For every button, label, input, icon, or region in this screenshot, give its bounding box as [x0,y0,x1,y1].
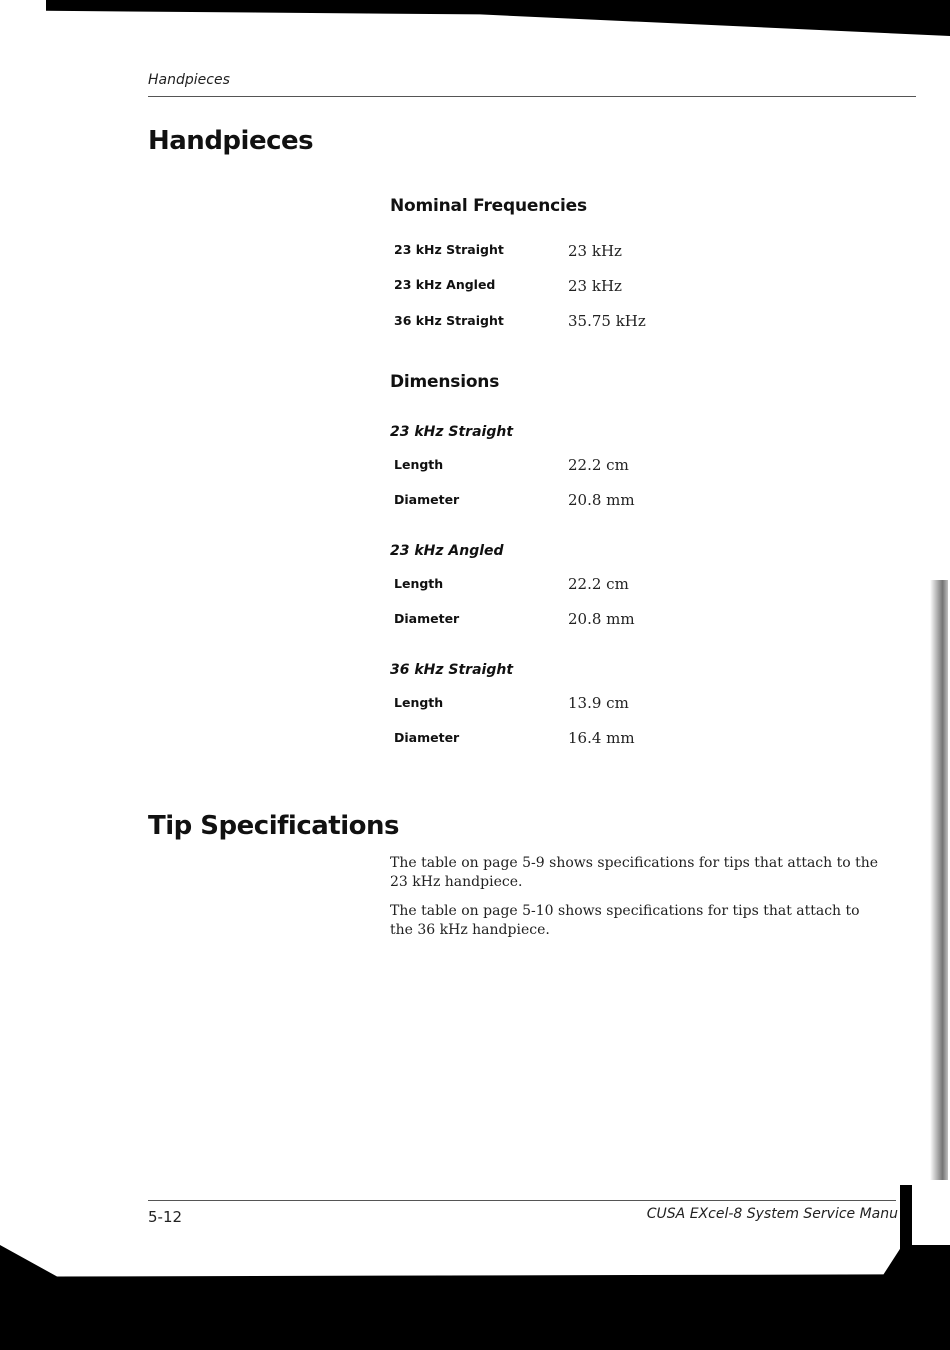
footer-rule [148,1200,896,1201]
dim-3-length-value: 13.9 cm [568,694,629,712]
dim-2-diameter-value: 20.8 mm [568,610,635,628]
scan-shadow-binding [900,1185,912,1350]
section-title-handpieces: Handpieces [148,126,314,156]
dim-2-length-value: 22.2 cm [568,575,629,593]
scan-shadow-right-edge [930,580,948,1180]
section-title-tip-specifications: Tip Specifications [148,811,399,841]
dim-1-diameter-label: Diameter [394,492,460,507]
dim-1-length-label: Length [394,457,444,472]
header-rule [148,96,916,97]
dim-3-length-label: Length [394,695,444,710]
dim-3-diameter-label: Diameter [394,730,460,745]
dim-group-title-3: 36 kHz Straight [390,662,514,678]
scan-shadow-top [46,0,950,36]
footer-manual-title: CUSA EXcel-8 System Service Manu [646,1206,898,1222]
freq-value-2: 23 kHz [568,277,622,295]
freq-value-3: 35.75 kHz [568,312,646,330]
dim-1-length-value: 22.2 cm [568,456,629,474]
dim-group-title-1: 23 kHz Straight [390,424,514,440]
heading-dimensions: Dimensions [390,372,500,392]
dim-group-title-2: 23 kHz Angled [390,543,504,559]
scan-shadow-bottom [0,1245,950,1350]
running-head: Handpieces [148,72,230,88]
freq-value-1: 23 kHz [568,242,622,260]
page-number: 5-12 [148,1208,183,1226]
dim-2-diameter-label: Diameter [394,611,460,626]
dim-3-diameter-value: 16.4 mm [568,729,635,747]
freq-label-1: 23 kHz Straight [394,242,504,257]
heading-nominal-frequencies: Nominal Frequencies [390,196,587,216]
dim-1-diameter-value: 20.8 mm [568,491,635,509]
tip-paragraph-1: The table on page 5-9 shows specifications for tips that attach to the 23 kHz handpiece. [390,855,879,890]
dim-2-length-label: Length [394,576,444,591]
freq-label-3: 36 kHz Straight [394,313,504,328]
freq-label-2: 23 kHz Angled [394,277,496,292]
tip-paragraph-2: The table on page 5-10 shows specifications for tips that attach to the 36 kHz handpiece. [390,903,860,938]
